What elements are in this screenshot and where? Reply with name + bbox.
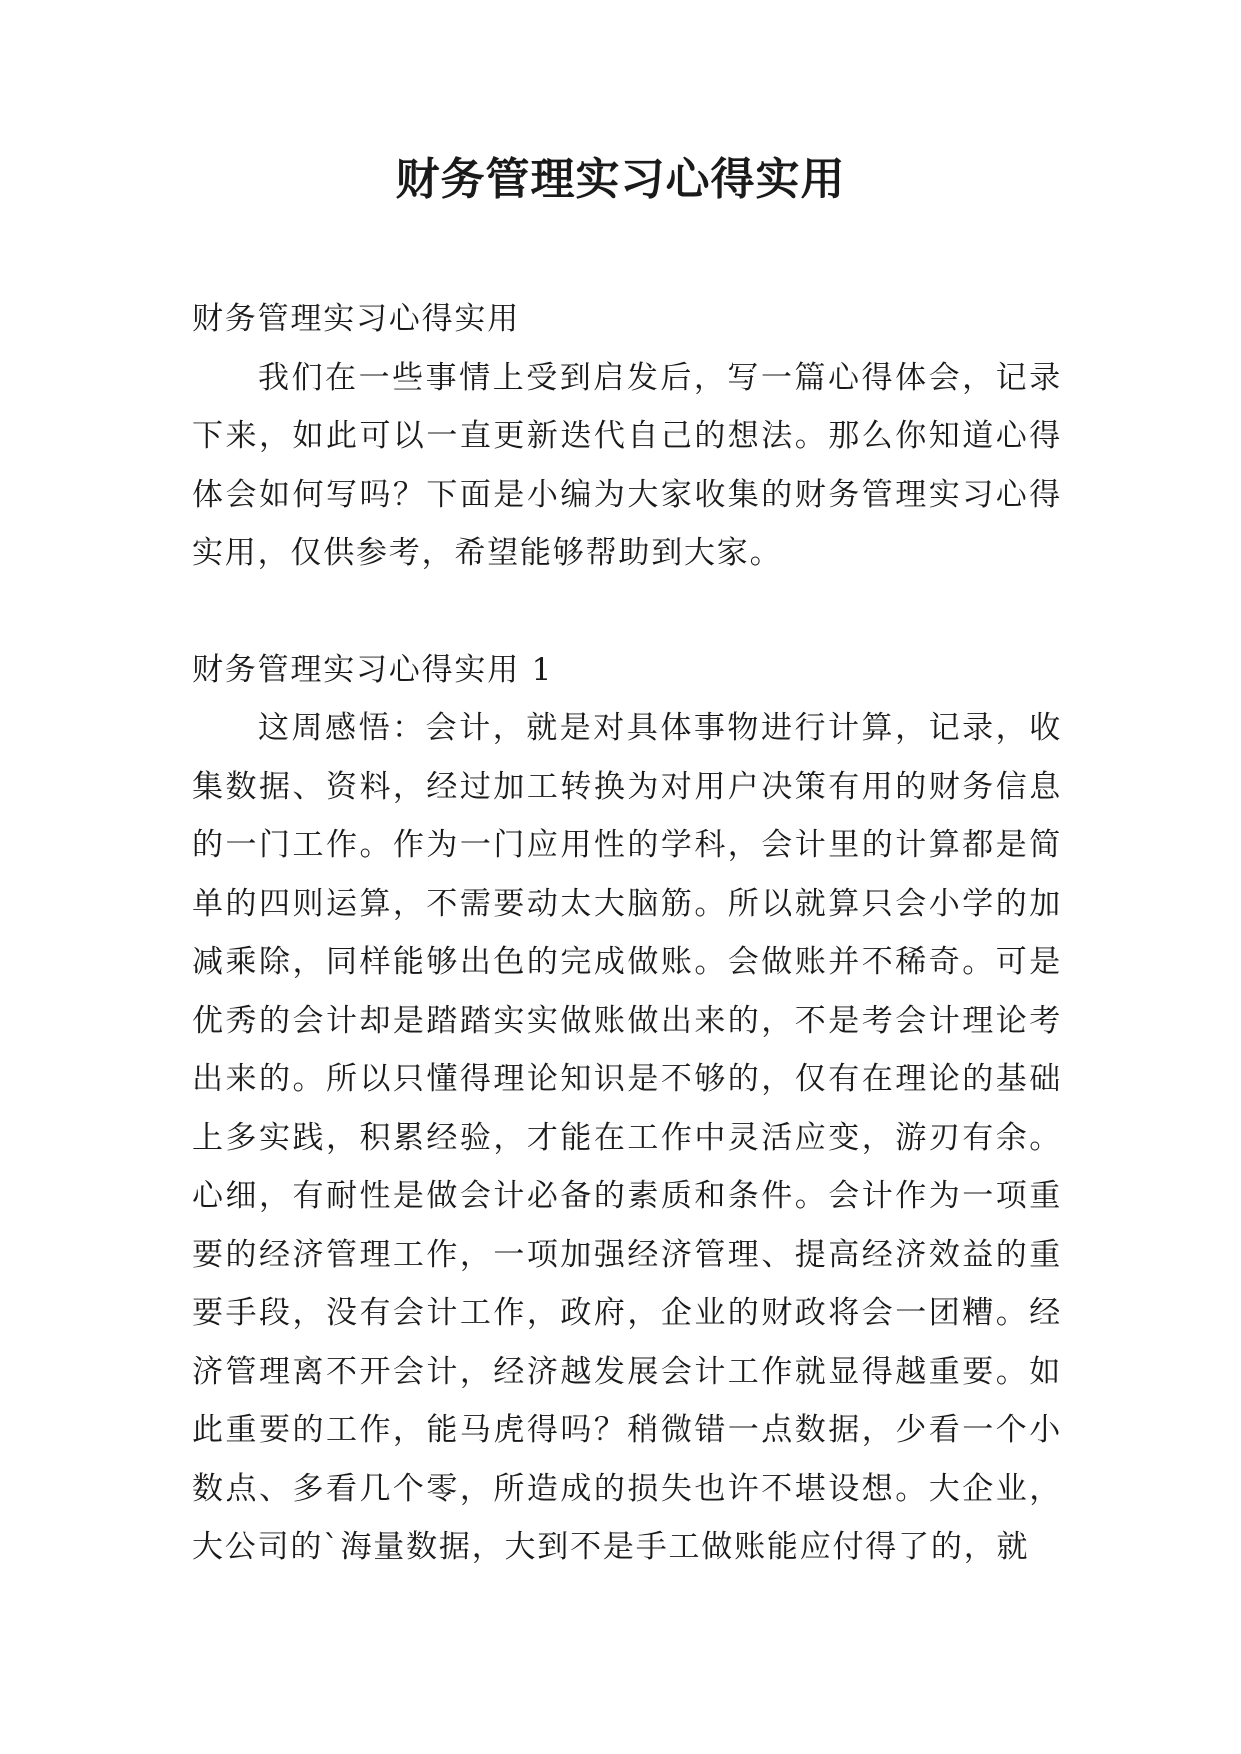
document-subtitle: 财务管理实习心得实用	[192, 301, 520, 337]
section-spacer	[192, 583, 1062, 641]
document-body	[192, 290, 1062, 1577]
section-1-paragraph: 这周感悟：会计，就是对具体事物进行计算，记录，收集数据、资料，经过加工转换为对用户决策有用的财务信息的一门工作。作为一门应用性的学科，会计里的计算都是简单的四则运算，不需要动太大脑筋。所以就算只会小学的加减乘除，同样能够出色的完成做账。会做账并不稀奇。可是优秀的会计却是踏踏实实做账做出来的，不是考会计理论考出来的。所以只懂得理论知识是不够的，仅有在理论的基础上多实践，积累经验，才能在工作中灵活应变，游刃有余。心细，有耐性是做会计必备的素质和条件。会计作为一项重要的经济管理工作，一项加强经济管理、提高经济效益的重要手段，没有会计工作，政府，企业的财政将会一团糟。经济管理离不开会计，经济越发展会计工作就显得越重要。如此重要的工作，能马虎得吗？稍微错一点数据，少看一个小数点、多看几个零，所造成的损失也许不堪设想。大企业，大公司的`海量数据，大到不是手工做账能应付得了的，就	[192, 710, 1062, 1565]
document-title: 财务管理实习心得实用	[395, 154, 846, 205]
intro-paragraph: 我们在一些事情上受到启发后，写一篇心得体会，记录下来，如此可以一直更新迭代自己的想法。那么你知道心得体会如何写吗？下面是小编为大家收集的财务管理实习心得实用，仅供参考，希望能够帮助到大家。	[192, 359, 1062, 571]
section-1-heading: 财务管理实习心得实用 1	[192, 651, 554, 688]
